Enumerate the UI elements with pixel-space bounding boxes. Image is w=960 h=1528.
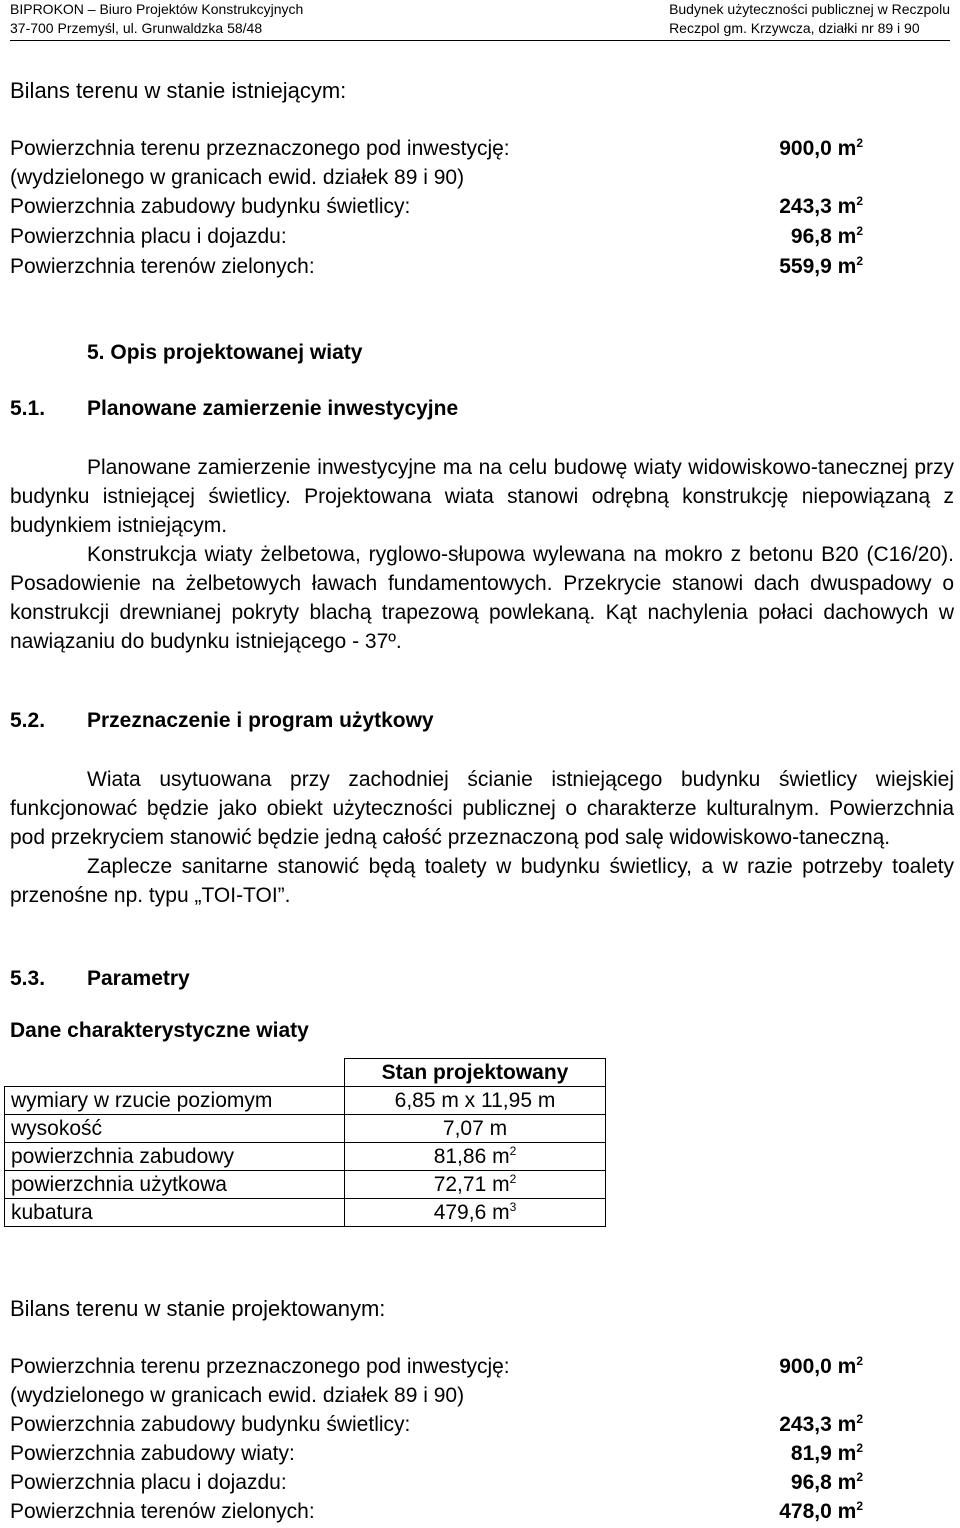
bilans-existing-value: 900,0 $m^2$ bbox=[779, 136, 863, 160]
section-number: 5.3. bbox=[10, 967, 46, 990]
bilans-existing-value: 96,8 $m^2$ bbox=[790, 224, 863, 248]
table-cell-label: wymiary w rzucie poziomym bbox=[5, 1087, 345, 1115]
bilans-existing-label: Powierzchnia zabudowy budynku świetlicy: bbox=[10, 195, 411, 218]
table-row bbox=[5, 1143, 606, 1171]
bilans-existing-label: (wydzielonego w granicach ewid. działek 89 i 90) bbox=[10, 166, 465, 189]
bilans-existing-value: 243,3 $m^2$ bbox=[779, 194, 863, 218]
table-row bbox=[5, 1171, 606, 1199]
table-cell-label: wysokość bbox=[5, 1115, 345, 1143]
section-title: Planowane zamierzenie inwestycyjne bbox=[87, 397, 459, 420]
page-header bbox=[10, 0, 950, 41]
bilans-existing-label: Powierzchnia terenów zielonych: bbox=[10, 255, 315, 278]
bilans-projected-label: Powierzchnia zabudowy wiaty: bbox=[10, 1442, 295, 1465]
header-location: Reczpol gm. Krzywcza, działki nr 89 i 90 bbox=[669, 20, 920, 36]
dane-title: Dane charakterystyczne wiaty bbox=[10, 1019, 309, 1042]
bilans-existing-label: Powierzchnia terenu przeznaczonego pod inwestycję: bbox=[10, 137, 510, 160]
table-cell-value: 81,86 $m^2$ bbox=[345, 1143, 606, 1171]
paragraph: Konstrukcja wiaty żelbetowa, ryglowo-słupowa wylewana na mokro z betonu B20 (C16/20). Posadowienie na żelbetowych ławach fundamentowych. Przekrycie stanowi dach dwuspadowy o konstrukcji drewnianej pokryty blachą trapezową powlekaną. Kąt nachylenia połaci dachowych w nawiązaniu do budynku istniejącego - 37º. bbox=[10, 543, 954, 653]
table-cell-label: powierzchnia zabudowy bbox=[5, 1143, 345, 1171]
table-cell-label: kubatura bbox=[5, 1199, 345, 1227]
bilans-projected-label: Powierzchnia zabudowy budynku świetlicy: bbox=[10, 1413, 411, 1436]
header-left bbox=[10, 0, 303, 38]
table-column-header: Stan projektowany bbox=[345, 1059, 606, 1087]
paragraph: Wiata usytuowana przy zachodniej ścianie istniejącego budynku świetlicy wiejskiej funkcjonować będzie jako obiekt użyteczności publicznej o charakterze kulturalnym. Powierzchnia pod przekryciem stanowić będzie jedną całość przeznaczoną pod salę widowiskowo-taneczną. bbox=[10, 768, 954, 849]
bilans-projected-label: Powierzchnia terenu przeznaczonego pod inwestycję: bbox=[10, 1355, 510, 1378]
paragraph: Planowane zamierzenie inwestycyjne ma na celu budowę wiaty widowiskowo-tanecznej przy budynku istniejącej świetlicy. Projektowana wiata stanowi odrębną konstrukcję niepowiązaną z budynkiem istniejącym. bbox=[10, 456, 954, 537]
bilans-projected-value: 243,3 $m^2$ bbox=[779, 1412, 863, 1436]
bilans-projected-value: 96,8 $m^2$ bbox=[790, 1470, 863, 1494]
section-5-1-body bbox=[10, 453, 954, 656]
header-project: Budynek użyteczności publicznej w Reczpolu bbox=[669, 1, 950, 17]
bilans-projected-title: Bilans terenu w stanie projektowanym: bbox=[10, 1296, 386, 1321]
table-cell-empty bbox=[5, 1059, 345, 1087]
table-row bbox=[5, 1087, 606, 1115]
header-company: BIPROKON – Biuro Projektów Konstrukcyjnych bbox=[10, 1, 304, 17]
bilans-projected-label: Powierzchnia placu i dojazdu: bbox=[10, 1471, 287, 1494]
table-cell-label: powierzchnia użytkowa bbox=[5, 1171, 345, 1199]
header-right bbox=[669, 0, 950, 38]
section-5-2-body bbox=[10, 765, 954, 910]
bilans-projected-value: 900,0 $m^2$ bbox=[779, 1354, 863, 1378]
section-number: 5. bbox=[87, 341, 105, 364]
section-number: 5.1. bbox=[10, 397, 46, 420]
bilans-projected-value: 81,9 $m^2$ bbox=[790, 1441, 863, 1465]
section-5-1-heading bbox=[10, 397, 710, 425]
section-title: Opis projektowanej wiaty bbox=[110, 341, 363, 364]
table-cell-value: 6,85 m x 11,95 m bbox=[345, 1087, 606, 1115]
table-header-row bbox=[5, 1059, 606, 1087]
bilans-projected-label: (wydzielonego w granicach ewid. działek 89 i 90) bbox=[10, 1384, 465, 1407]
table-cell-value: 7,07 m bbox=[345, 1115, 606, 1143]
section-title: Przeznaczenie i program użytkowy bbox=[87, 709, 434, 732]
section-5-3-heading bbox=[10, 967, 710, 995]
table-cell-value: 479,6 $m^3$ bbox=[345, 1199, 606, 1227]
section-5-2-heading bbox=[10, 709, 710, 737]
bilans-existing-title: Bilans terenu w stanie istniejącym: bbox=[10, 78, 347, 103]
bilans-projected-value: 478,0 $m^2$ bbox=[779, 1499, 863, 1523]
bilans-existing-label: Powierzchnia placu i dojazdu: bbox=[10, 225, 287, 248]
section-5-heading bbox=[87, 341, 362, 365]
header-address: 37-700 Przemyśl, ul. Grunwaldzka 58/48 bbox=[10, 20, 263, 36]
parameters-table bbox=[4, 1058, 606, 1227]
bilans-existing-value: 559,9 $m^2$ bbox=[779, 254, 863, 278]
section-number: 5.2. bbox=[10, 709, 46, 732]
paragraph: Zaplecze sanitarne stanowić będą toalety w budynku świetlicy, a w razie potrzeby toalety przenośne np. typu „TOI-TOI”. bbox=[10, 855, 954, 907]
bilans-projected-label: Powierzchnia terenów zielonych: bbox=[10, 1500, 315, 1523]
section-title: Parametry bbox=[87, 967, 190, 990]
table-row bbox=[5, 1199, 606, 1227]
table-row bbox=[5, 1115, 606, 1143]
table-cell-value: 72,71 $m^2$ bbox=[345, 1171, 606, 1199]
